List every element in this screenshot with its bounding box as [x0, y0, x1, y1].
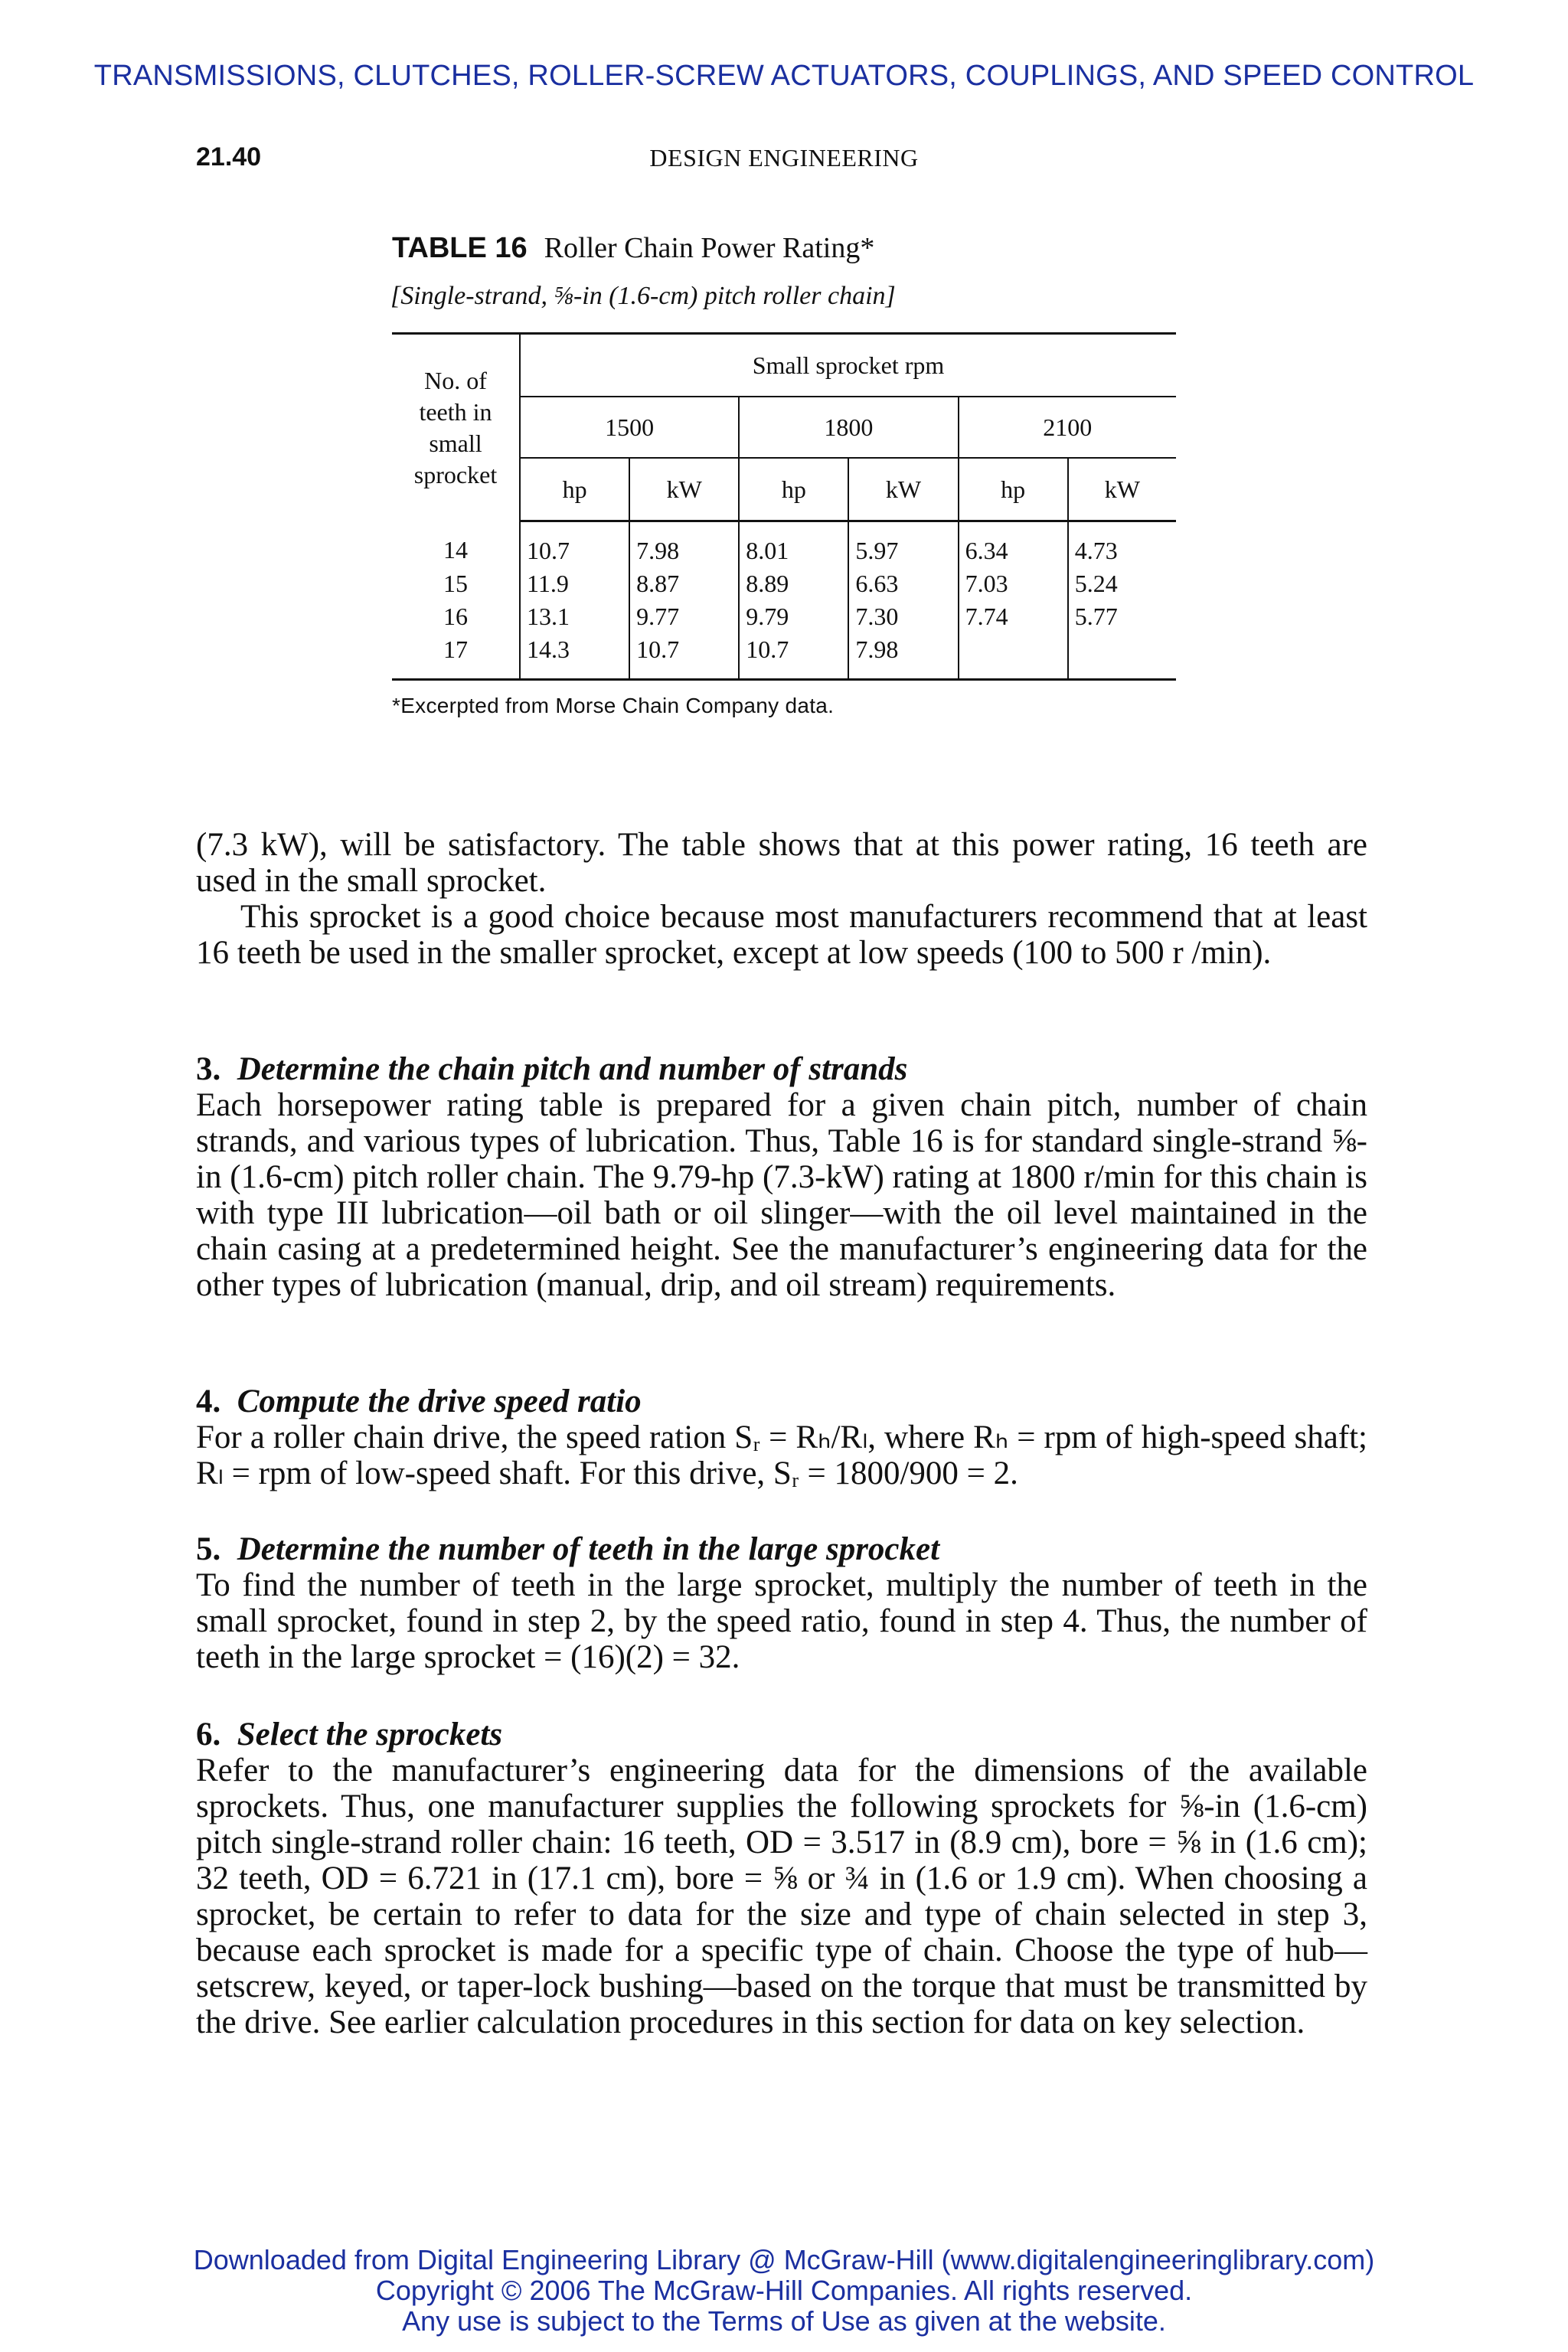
- step-4: [196, 1383, 1367, 1491]
- step-number: 5.: [196, 1531, 221, 1567]
- unit-header: kW: [629, 458, 739, 521]
- value-cell: 13.1: [520, 600, 629, 633]
- value-cell: 10.7: [739, 633, 848, 680]
- table-row: [392, 633, 1176, 680]
- step-3: [196, 1051, 1367, 1303]
- table-row: [392, 600, 1176, 633]
- paragraph: Refer to the manufacturer’s engineering data for the dimensions of the available sprockets. Thus, one manufacturer supplies the following sprockets for ⅝-in (1.6-cm) pitch single-strand roller chain: 16 teeth, OD = 3.517 in (8.9 cm), bore = ⅝ in (1.6 cm); 32 teeth, OD = 6.721 in (17.1 cm), bore = ⅝ or ¾ in (1.6 or 1.9 cm). When choosing a sprocket, be certain to refer to data for the size and type of chain selected in step 3, because each sprocket is made for a specific type of chain. Choose the type of hub—setscrew, keyed, or taper-lock bushing—based on the torque that must be transmitted by the drive. See earlier calculation procedures in this section for data on key selection.: [196, 1753, 1367, 2040]
- teeth-column-header: No. of teeth in small sprocket: [413, 366, 498, 488]
- value-cell: 9.77: [629, 600, 739, 633]
- value-cell: 6.63: [848, 567, 958, 600]
- running-head: DESIGN ENGINEERING: [649, 144, 919, 172]
- value-cell: 7.74: [959, 600, 1068, 633]
- table-footnote: *Excerpted from Morse Chain Company data.: [392, 694, 835, 717]
- value-cell: 8.89: [739, 567, 848, 600]
- value-cell: 8.01: [739, 521, 848, 568]
- chapter-banner: TRANSMISSIONS, CLUTCHES, ROLLER-SCREW ACTUATORS, COUPLINGS, AND SPEED CONTROL: [93, 60, 1475, 92]
- step-5: [196, 1531, 1367, 1675]
- value-cell: 7.03: [959, 567, 1068, 600]
- value-cell: 4.73: [1068, 521, 1176, 568]
- value-cell: 6.34: [959, 521, 1068, 568]
- value-cell: 5.77: [1068, 600, 1176, 633]
- step-title: Determine the number of teeth in the large sprocket: [237, 1531, 940, 1567]
- table-label: TABLE 16: [392, 232, 528, 264]
- step-heading: [196, 1717, 1367, 1753]
- value-cell: 7.98: [848, 633, 958, 680]
- body-text-intro: [196, 827, 1367, 971]
- power-rating-table: [392, 332, 1176, 681]
- unit-header: hp: [959, 458, 1068, 521]
- value-cell: 9.79: [739, 600, 848, 633]
- paragraph: (7.3 kW), will be satisfactory. The table shows that at this power rating, 16 teeth are used in the small sprocket.: [196, 827, 1367, 899]
- step-number: 4.: [196, 1383, 221, 1419]
- table-title: Roller Chain Power Rating*: [544, 232, 875, 264]
- table-row: [392, 521, 1176, 568]
- copyright-notice: Copyright © 2006 The McGraw-Hill Companies. All rights reserved.: [375, 2275, 1193, 2306]
- teeth-cell: 17: [443, 635, 468, 663]
- rpm-group-header: Small sprocket rpm: [520, 334, 1176, 397]
- rpm-header-2100: 2100: [959, 397, 1176, 458]
- download-notice: Downloaded from Digital Engineering Library @ McGraw-Hill (www.digitalengineeringlibrary.com): [193, 2244, 1375, 2275]
- value-cell: 5.97: [848, 521, 958, 568]
- value-cell: 5.24: [1068, 567, 1176, 600]
- step-title: Determine the chain pitch and number of strands: [237, 1051, 908, 1087]
- value-cell: 7.30: [848, 600, 958, 633]
- paragraph: Each horsepower rating table is prepared for a given chain pitch, number of chain strands, and various types of lubrication. Thus, Table 16 is for standard single-strand ⅝-in (1.6-cm) pitch roller chain. The 9.79-hp (7.3-kW) rating at 1800 r/min for this chain is with type III lubrication—oil bath or oil slinger—with the oil level maintained in the chain casing at a predetermined height. See the manufacturer’s engineering data for the other types of lubrication (manual, drip, and oil stream) requirements.: [196, 1087, 1367, 1303]
- unit-header: kW: [848, 458, 958, 521]
- paragraph: This sprocket is a good choice because most manufacturers recommend that at least 16 teeth be used in the smaller sprocket, except at low speeds (100 to 500 r /min).: [196, 899, 1367, 971]
- value-cell: [1068, 633, 1176, 680]
- value-cell: 11.9: [520, 567, 629, 600]
- value-cell: 14.3: [520, 633, 629, 680]
- paragraph: For a roller chain drive, the speed ration Sᵣ = Rₕ/Rₗ, where Rₕ = rpm of high-speed shaft; Rₗ = rpm of low-speed shaft. For this drive, Sᵣ = 1800/900 = 2.: [196, 1419, 1367, 1491]
- step-number: 6.: [196, 1717, 221, 1753]
- step-6: [196, 1717, 1367, 2040]
- unit-header: hp: [739, 458, 848, 521]
- rpm-header-1500: 1500: [520, 397, 739, 458]
- value-cell: [959, 633, 1068, 680]
- unit-header: kW: [1068, 458, 1176, 521]
- rpm-header-1800: 1800: [739, 397, 958, 458]
- step-heading: [196, 1383, 1367, 1419]
- teeth-cell: 14: [443, 536, 468, 564]
- step-title: Compute the drive speed ratio: [237, 1383, 642, 1419]
- value-cell: 10.7: [520, 521, 629, 568]
- table-subtitle: [Single-strand, ⅝-in (1.6-cm) pitch roller chain]: [390, 282, 896, 310]
- step-heading: [196, 1531, 1367, 1567]
- table-caption: [392, 231, 874, 265]
- teeth-cell: 16: [443, 603, 468, 630]
- step-number: 3.: [196, 1051, 221, 1087]
- step-heading: [196, 1051, 1367, 1087]
- value-cell: 10.7: [629, 633, 739, 680]
- page-number: 21.40: [196, 142, 262, 172]
- terms-notice: Any use is subject to the Terms of Use as given at the website.: [402, 2305, 1166, 2337]
- step-title: Select the sprockets: [237, 1717, 503, 1753]
- value-cell: 7.98: [629, 521, 739, 568]
- teeth-cell: 15: [443, 570, 468, 597]
- paragraph: To find the number of teeth in the large sprocket, multiply the number of teeth in the small sprocket, found in step 2, by the speed ratio, found in step 4. Thus, the number of teeth in the large sprocket = (16)(2) = 32.: [196, 1567, 1367, 1675]
- table-row: [392, 567, 1176, 600]
- unit-header: hp: [520, 458, 629, 521]
- value-cell: 8.87: [629, 567, 739, 600]
